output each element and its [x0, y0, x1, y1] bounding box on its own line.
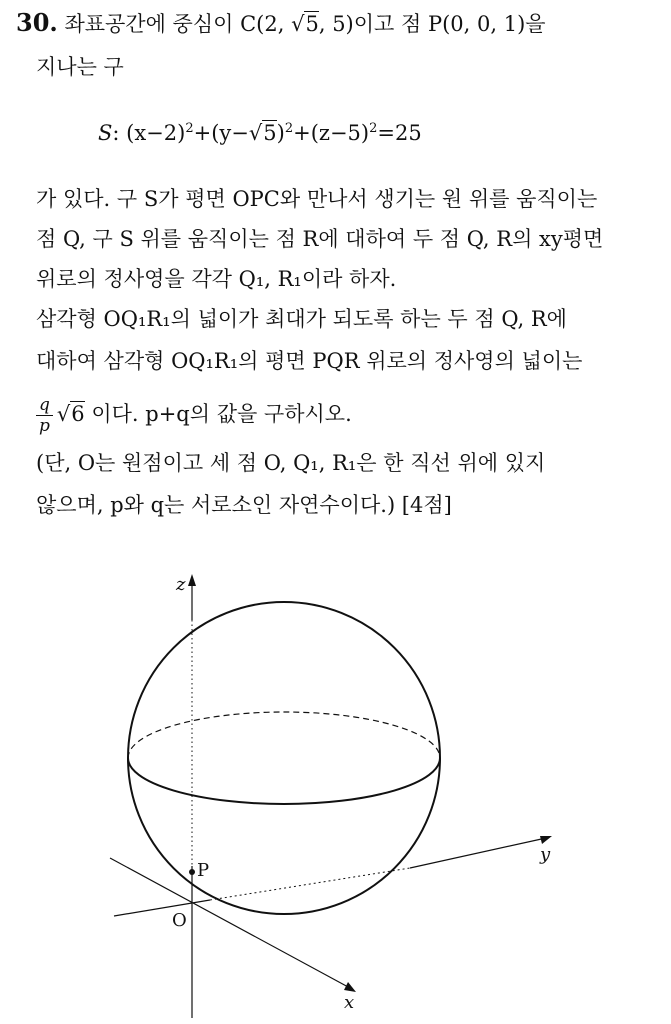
- y-axis-right: [410, 838, 546, 868]
- problem-line-10: 않으며, p와 q는 서로소인 자연수이다.) [4점]: [36, 493, 452, 517]
- equation-part-3: ): [276, 121, 285, 145]
- problem-line-2: 지나는 구: [36, 55, 124, 79]
- equation-part-5: =25: [377, 121, 422, 145]
- x-axis-arrow: [344, 982, 356, 992]
- x-axis: [110, 858, 350, 988]
- equation-part-2: +(y−: [193, 121, 249, 145]
- sphere-outline: [128, 602, 440, 914]
- x-axis-label: x: [344, 992, 355, 1013]
- z-axis-arrow: [188, 574, 196, 586]
- problem-line-4: 점 Q, 구 S 위를 움직이는 점 R에 대하여 두 점 Q, R의 xy평면: [36, 227, 604, 251]
- origin-label: O: [172, 910, 187, 931]
- problem-line-5: 위로의 정사영을 각각 Q₁, R₁이라 하자.: [36, 267, 397, 291]
- sqrt-5-term: 5: [305, 12, 319, 36]
- point-p: [189, 869, 195, 875]
- problem-line-3: 가 있다. 구 S가 평면 OPC와 만나서 생기는 원 위를 움직이는: [36, 187, 598, 211]
- equation-part-1: : (x−2): [112, 121, 186, 145]
- equation-part-4: +(z−5): [293, 121, 370, 145]
- problem-text-8: 이다. p+q의 값을 구하시오.: [84, 402, 352, 426]
- equator-back: [128, 712, 440, 758]
- y-axis-arrow: [540, 836, 552, 844]
- sphere-equation: S: $(x-2)^2+(y-√5)^2+(z-5)^2=25$: [98, 121, 422, 145]
- problem-text-1a: 좌표공간에 중심이 C(2,: [64, 12, 292, 36]
- equation-s: S: [98, 121, 113, 145]
- equator-front: [128, 758, 440, 804]
- y-axis-dotted: [210, 868, 410, 900]
- problem-line-8: $\frac{q}{p}$ √6 이다. p+q의 값을 구하시오.: [36, 394, 352, 436]
- problem-number: 30.: [16, 8, 58, 37]
- y-axis-label: y: [540, 844, 551, 865]
- problem-line-9: (단, O는 원점이고 세 점 O, Q₁, R₁은 한 직선 위에 있지: [36, 451, 546, 475]
- problem-text-1b: , 5)이고 점 P(0, 0, 1)을: [318, 12, 546, 36]
- sqrt-6-term: 6: [71, 402, 85, 426]
- problem-line-6: 삼각형 OQ₁R₁의 넓이가 최대가 되도록 하는 두 점 Q, R에: [36, 307, 567, 331]
- sphere-figure: [0, 560, 671, 1024]
- problem-line-7: 대하여 삼각형 OQ₁R₁의 평면 PQR 위로의 정사영의 넓이는: [36, 349, 583, 373]
- equation-sqrt: 5: [263, 121, 277, 145]
- point-p-label: P: [197, 860, 210, 881]
- problem-line-1: 30. 좌표공간에 중심이 C(2, √5, 5)이고 점 P(0, 0, 1)을: [16, 8, 546, 37]
- y-axis-left: [114, 900, 210, 916]
- fraction-q-over-p: $\frac{q}{p}$: [36, 395, 53, 436]
- z-axis-label: z: [176, 574, 186, 595]
